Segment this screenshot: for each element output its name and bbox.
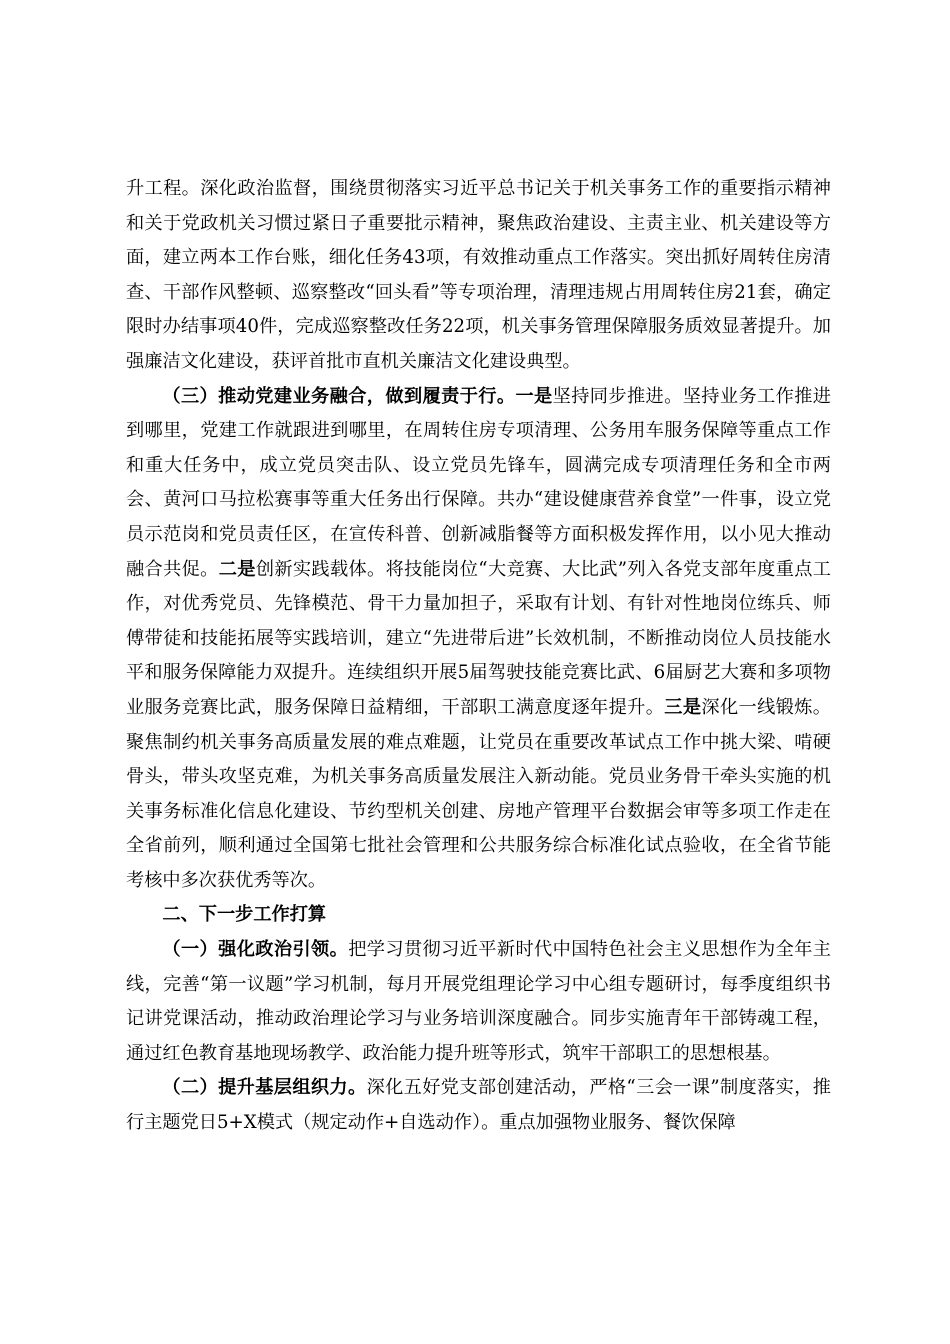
paragraph-text: 深化五好党支部创建活动，严格“三会一课”制度落实，推行主题党日5+X模式（规定动作+自选动作）。重点加强物业服务、餐饮保障 [126, 1077, 831, 1134]
heading-text: 二、下一步工作打算 [162, 904, 327, 926]
paragraph-continuation [126, 172, 831, 380]
paragraph-text: 把学习贯彻习近平新时代中国特色社会主义思想作为全年主线，完善“第一议题”学习机制，每月开展党组理论学习中心组专题研讨，每季度组织书记讲党课活动，推动政治理论学习与业务培训深度融合。同步实施青年干部铸魂工程，通过红色教育基地现场教学、政治能力提升班等形式，筑牢干部职工的思想根基。 [126, 939, 831, 1064]
paragraph-text: 坚持同步推进。坚持业务工作推进到哪里，党建工作就跟进到哪里，在周转住房专项清理、公务用车服务保障等重点工作和重大任务中，成立党员突击队、设立党员先锋车，圆满完成专项清理任务和全市两会、黄河口马拉松赛事等重大任务出行保障。共办“建设健康营养食堂”一件事，设立党员示范岗和党员责任区，在宣传科普、创新减脂餐等方面积极发挥作用，以小见大推动融合共促。 [126, 385, 831, 580]
paragraph-section-3 [126, 380, 831, 899]
paragraph-text: 深化一线锻炼。聚焦制约机关事务高质量发展的难点难题，让党员在重要改革试点工作中挑大梁、啃硬骨头，带头攻坚克难，为机关事务高质量发展注入新动能。党员业务骨干牵头实施的机关事务标准化信息化建设、节约型机关创建、房地产管理平台数据会审等多项工作走在全省前列，顺利通过全国第七批社会管理和公共服务综合标准化试点验收，在全省节能考核中多次获优秀等次。 [126, 696, 831, 891]
chapter-heading [126, 898, 831, 933]
point-label-2: 二是 [218, 558, 256, 580]
item-heading: （一）强化政治引领。 [162, 939, 349, 961]
point-label-3: 三是 [664, 696, 702, 718]
section-heading: （三）推动党建业务融合，做到履责于行。 [162, 385, 516, 407]
point-label-1: 一是 [515, 385, 553, 407]
item-heading: （二）提升基层组织力。 [162, 1077, 367, 1099]
paragraph-text: 创新实践载体。将技能岗位“大竞赛、大比武”列入各党支部年度重点工作，对优秀党员、先锋模范、骨干力量加担子，采取有计划、有针对性地岗位练兵、师傅带徒和技能拓展等实践培训，建立“先进带后进”长效机制，不断推动岗位人员技能水平和服务保障能力双提升。连续组织开展5届驾驶技能竞赛比武、6届厨艺大赛和多项物业服务竞赛比武，服务保障日益精细，干部职工满意度逐年提升。 [126, 558, 831, 718]
paragraph-item-2 [126, 1071, 831, 1140]
paragraph-text: 升工程。深化政治监督，围绕贯彻落实习近平总书记关于机关事务工作的重要指示精神和关于党政机关习惯过紧日子重要批示精神，聚焦政治建设、主责主业、机关建设等方面，建立两本工作台账，细化任务43项，有效推动重点工作落实。突出抓好周转住房清查、干部作风整顿、巡察整改“回头看”等专项治理，清理违规占用周转住房21套，确定限时办结事项40件，完成巡察整改任务22项，机关事务管理保障服务质效显著提升。加强廉洁文化建设，获评首批市直机关廉洁文化建设典型。 [126, 178, 831, 372]
document-body [126, 172, 831, 1141]
paragraph-item-1 [126, 933, 831, 1071]
